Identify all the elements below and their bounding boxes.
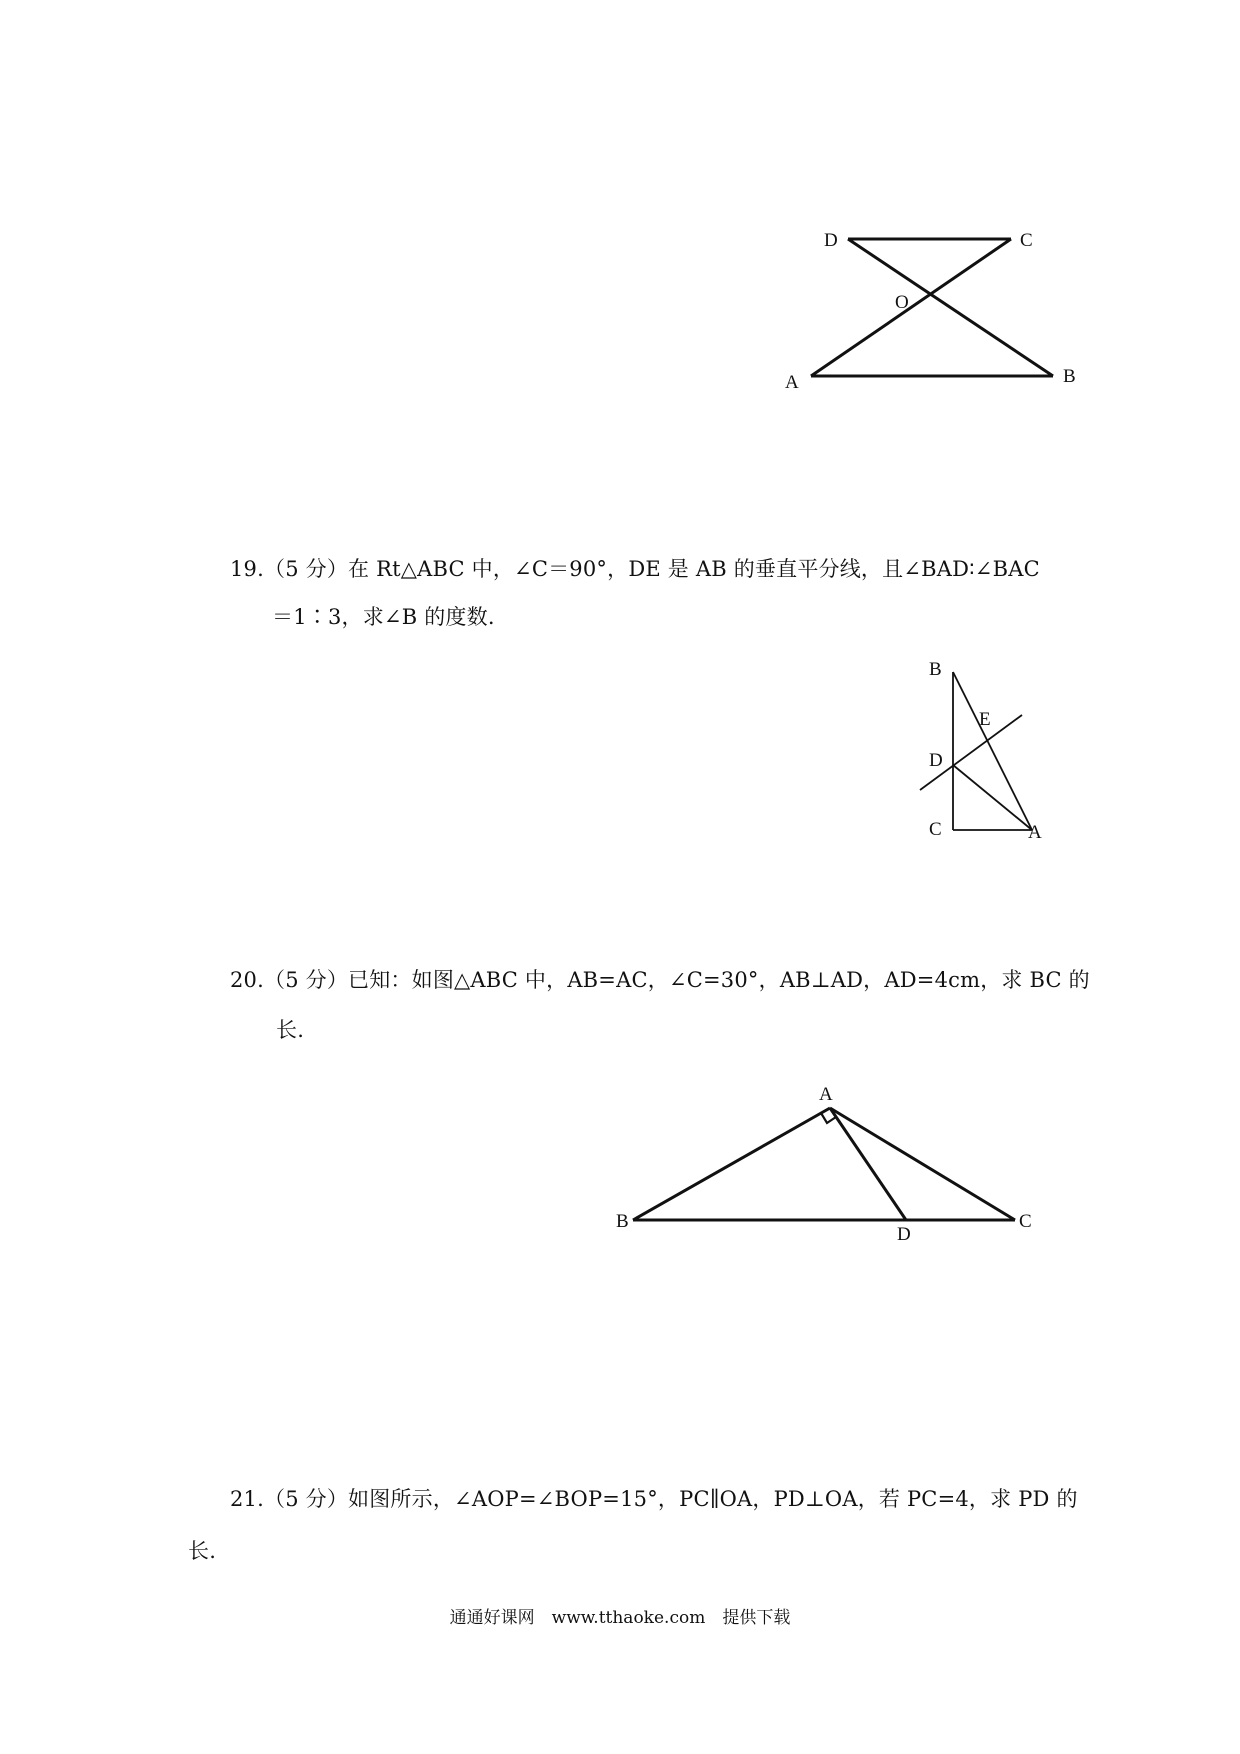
- label-a: A: [819, 1084, 833, 1105]
- label-e: E: [979, 709, 991, 730]
- segment-ca: [811, 239, 1011, 376]
- label-d: D: [824, 230, 838, 251]
- segment-db: [848, 239, 1053, 376]
- segment-ad: [830, 1108, 906, 1220]
- label-b: B: [929, 659, 942, 680]
- segment-da: [953, 765, 1032, 830]
- page-footer: 通通好课网 www.tthaoke.com 提供下载: [449, 1608, 791, 1628]
- segment-ba: [633, 1108, 830, 1220]
- label-d: D: [897, 1224, 911, 1245]
- label-a: A: [1028, 822, 1042, 843]
- label-a: A: [785, 372, 799, 393]
- question-21-line-2: 长.: [188, 1539, 217, 1563]
- segment-ba: [953, 672, 1032, 830]
- question-19-line-1: 19.（5 分）在 Rt△ABC 中，∠C＝90°，DE 是 AB 的垂直平分线，且∠BAD∶∠BAC: [230, 557, 1040, 581]
- label-c: C: [929, 819, 942, 840]
- label-d: D: [929, 750, 943, 771]
- segment-ac: [830, 1108, 1015, 1220]
- figure-18-diagram: [780, 220, 1100, 395]
- figure-20-diagram: [605, 1080, 1055, 1250]
- question-19-line-2: ＝1∶3，求∠B 的度数.: [272, 605, 495, 629]
- label-b: B: [1063, 366, 1076, 387]
- label-c: C: [1020, 230, 1033, 251]
- question-21-line-1: 21.（5 分）如图所示，∠AOP=∠BOP=15°，PC∥OA，PD⊥OA，若 PC=4，求 PD 的: [230, 1487, 1078, 1511]
- label-b: B: [616, 1211, 629, 1232]
- question-20-line-2: 长.: [276, 1018, 305, 1042]
- label-c: C: [1019, 1211, 1032, 1232]
- question-20-line-1: 20.（5 分）已知：如图△ABC 中，AB=AC，∠C=30°，AB⊥AD，AD=4cm，求 BC 的: [230, 968, 1090, 992]
- figure-19-diagram: [915, 655, 1075, 850]
- label-o: O: [895, 292, 909, 313]
